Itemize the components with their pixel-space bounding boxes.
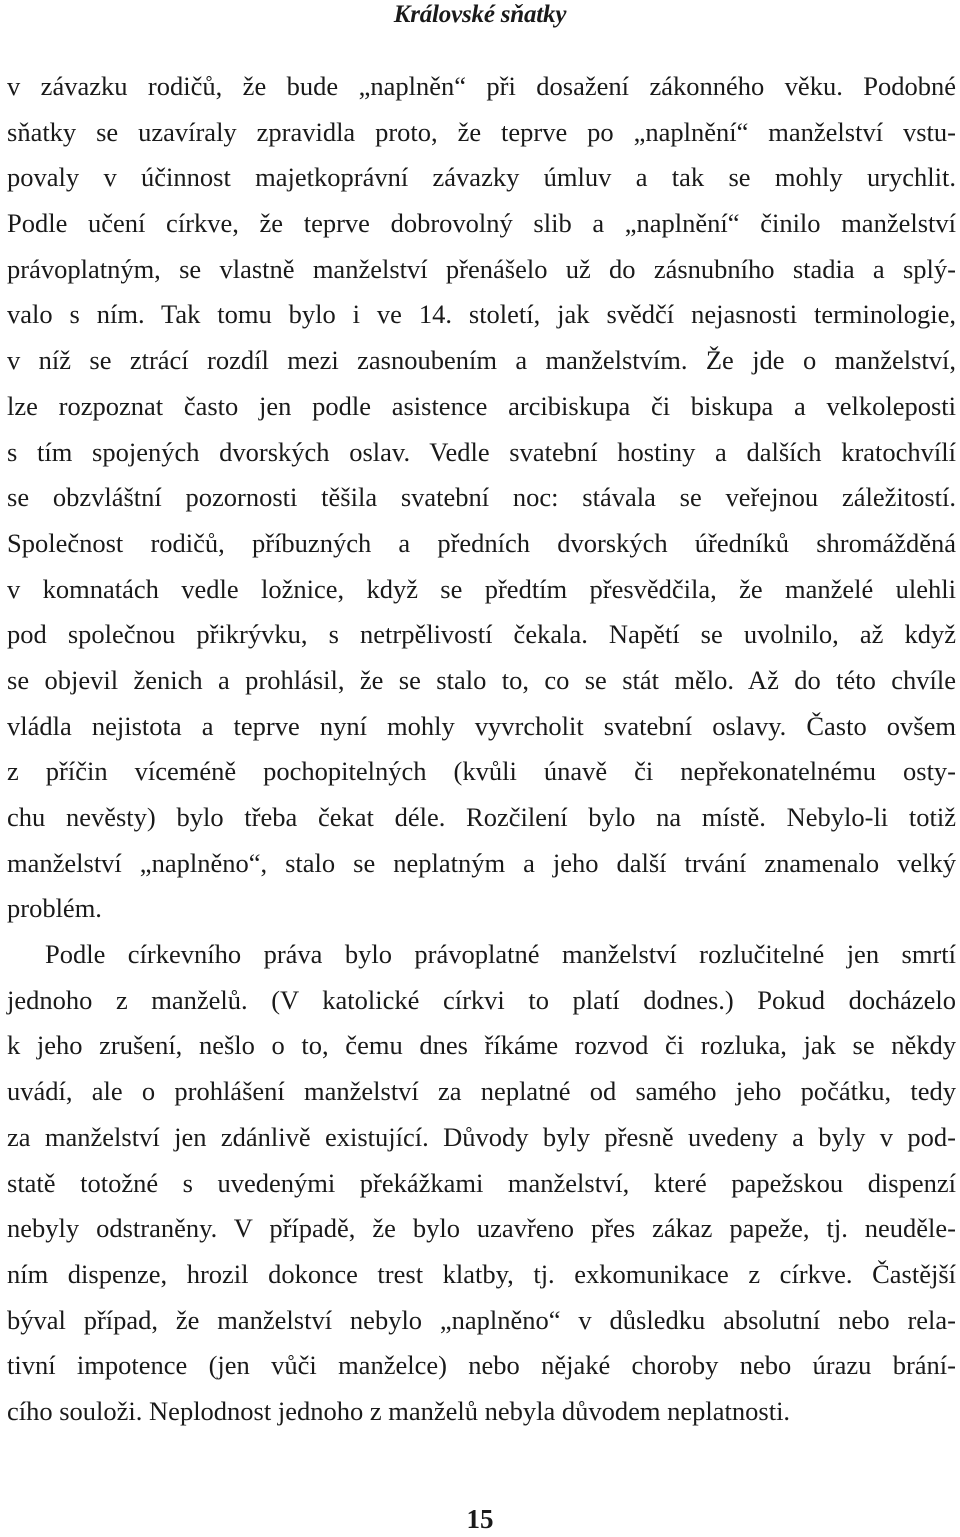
text-line: k jeho zrušení, nešlo o to, čemu dnes říkáme rozvod či rozluka, jak se někdy — [7, 1030, 956, 1061]
text-line: cího souloži. Neplodnost jednoho z manželů nebyla důvodem neplatnosti. — [7, 1395, 791, 1426]
text-line: Podle církevního práva bylo právoplatné manželství rozlučitelné jen smrtí — [45, 939, 956, 970]
text-line: býval případ, že manželství nebylo „naplněno“ v důsledku absolutní nebo rela- — [7, 1304, 956, 1335]
text-line: manželství „naplněno“, stalo se neplatným a jeho další trvání znamenalo velký — [7, 847, 956, 878]
page-number: 15 — [466, 1504, 494, 1534]
text-line: pod společnou přikrývku, s netrpělivostí čekala. Napětí se uvolnilo, až když — [7, 619, 956, 650]
text-line: z příčin víceméně pochopitelných (kvůli únavě či nepřekonatelnému osty- — [7, 756, 956, 787]
text-line: nebyly odstraněny. V případě, že bylo uzavřeno přes zákaz papeže, tj. neuděle- — [7, 1213, 956, 1244]
text-line: za manželství jen zdánlivě existující. Důvody byly přesně uvedeny a byly v pod- — [7, 1121, 956, 1152]
text-line: problém. — [7, 893, 102, 924]
text-line: v níž se ztrácí rozdíl mezi zasnoubením a manželstvím. Že jde o manželství, — [7, 345, 956, 376]
text-line: valo s ním. Tak tomu bylo i ve 14. století, jak svědčí nejasnosti terminologie, — [7, 299, 956, 330]
running-head: Královské sňatky — [393, 1, 567, 28]
paragraph — [7, 932, 956, 1435]
text-line: právoplatným, se vlastně manželství přenášelo už do zásnubního stadia a splý- — [7, 253, 956, 284]
text-line: povaly v účinnost majetkoprávní závazky úmluv a tak se mohly urychlit. — [7, 162, 956, 193]
text-line: statě totožné s uvedenými překážkami manželství, které papežskou dispenzí — [7, 1167, 956, 1198]
text-line: sňatky se uzavíraly zpravidla proto, že teprve po „naplnění“ manželství vstu- — [7, 116, 956, 147]
text-line: v závazku rodičů, že bude „naplněn“ při dosažení zákonného věku. Podobné — [7, 71, 956, 101]
text-line: tivní impotence (jen vůči manželce) nebo nějaké choroby nebo úrazu brání- — [7, 1350, 956, 1381]
paragraph — [7, 64, 956, 932]
text-line: s tím spojených dvorských oslav. Vedle svatební hostiny a dalších kratochvílí — [7, 436, 956, 467]
text-line: vládla nejistota a teprve nyní mohly vyvrcholit svatební oslavy. Často ovšem — [7, 710, 956, 741]
text-line: se objevil ženich a prohlásil, že se stalo to, co se stát mělo. Až do této chvíle — [7, 664, 956, 695]
text-line: ním dispenze, hrozil dokonce trest klatby, tj. exkomunikace z církve. Častější — [7, 1258, 956, 1289]
text-line: v komnatách vedle ložnice, když se předtím přesvědčila, že manželé ulehli — [7, 573, 956, 604]
text-line: Podle učení církve, že teprve dobrovolný slib a „naplnění“ činilo manželství — [7, 208, 956, 239]
text-line: jednoho z manželů. (V katolické církvi to platí dodnes.) Pokud docházelo — [7, 984, 956, 1015]
text-line: Společnost rodičů, příbuzných a předních dvorských úředníků shromážděná — [7, 527, 956, 558]
text-line: chu nevěsty) bylo třeba čekat déle. Rozčilení bylo na místě. Nebylo-li totiž — [7, 802, 956, 832]
text-line: lze rozpoznat často jen podle asistence arcibiskupa či biskupa a velkoleposti — [7, 390, 956, 421]
text-line: uvádí, ale o prohlášení manželství za neplatné od samého jeho počátku, tedy — [7, 1076, 956, 1107]
body-text — [7, 64, 956, 1435]
text-line: se obzvláštní pozornosti těšila svatební noc: stávala se veřejnou záležitostí. — [7, 482, 956, 513]
